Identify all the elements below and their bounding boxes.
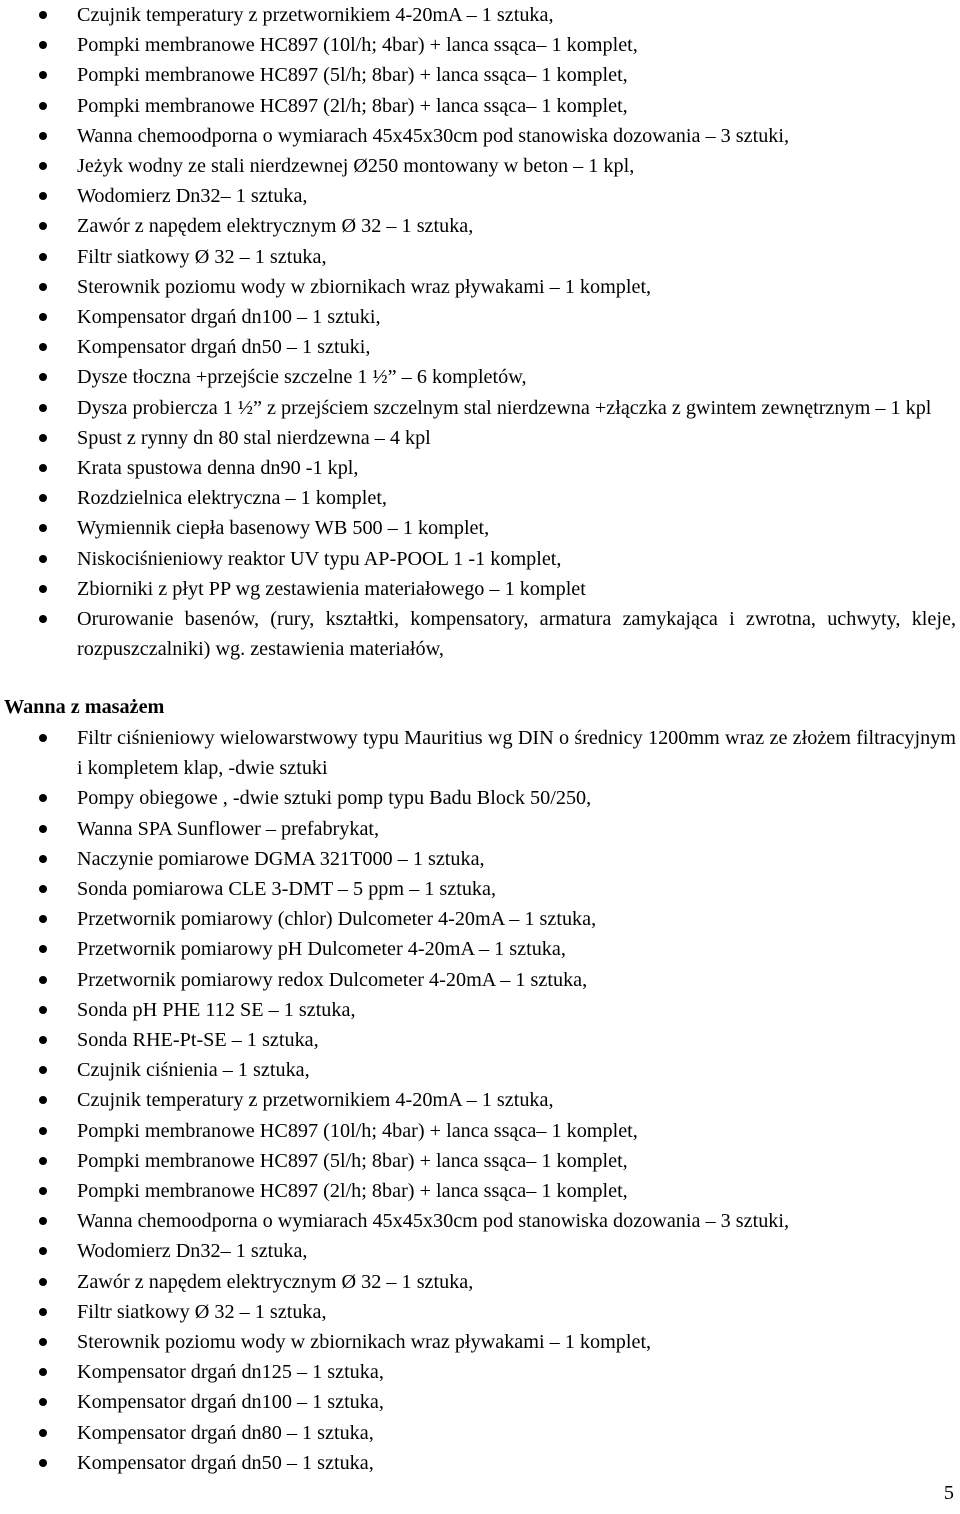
list-item: Jeżyk wodny ze stali nierdzewnej Ø250 montowany w beton – 1 kpl,	[0, 151, 960, 181]
list-item: Sonda pomiarowa CLE 3-DMT – 5 ppm – 1 sztuka,	[0, 874, 960, 904]
list-item: Sterownik poziomu wody w zbiornikach wraz pływakami – 1 komplet,	[0, 272, 960, 302]
list-item: Kompensator drgań dn50 – 1 sztuka,	[0, 1448, 960, 1478]
equipment-list-pools	[0, 0, 960, 664]
list-item: Krata spustowa denna dn90 -1 kpl,	[0, 453, 960, 483]
list-item: Sonda RHE-Pt-SE – 1 sztuka,	[0, 1025, 960, 1055]
list-item: Wanna chemoodporna o wymiarach 45x45x30cm pod stanowiska dozowania – 3 sztuki,	[0, 1206, 960, 1236]
list-item: Czujnik ciśnienia – 1 sztuka,	[0, 1055, 960, 1085]
list-item: Przetwornik pomiarowy redox Dulcometer 4-20mA – 1 sztuka,	[0, 965, 960, 995]
list-item: Wodomierz Dn32– 1 sztuka,	[0, 181, 960, 211]
list-item: Zawór z napędem elektrycznym Ø 32 – 1 sztuka,	[0, 211, 960, 241]
list-item: Pompki membranowe HC897 (5l/h; 8bar) + lanca ssąca– 1 komplet,	[0, 60, 960, 90]
list-item: Kompensator drgań dn100 – 1 sztuki,	[0, 302, 960, 332]
list-item: Pompki membranowe HC897 (10l/h; 4bar) + lanca ssąca– 1 komplet,	[0, 30, 960, 60]
list-item: Filtr siatkowy Ø 32 – 1 sztuka,	[0, 1297, 960, 1327]
list-item: Czujnik temperatury z przetwornikiem 4-20mA – 1 sztuka,	[0, 0, 960, 30]
list-item: Sonda pH PHE 112 SE – 1 sztuka,	[0, 995, 960, 1025]
list-item: Wymiennik ciepła basenowy WB 500 – 1 komplet,	[0, 513, 960, 543]
list-item: Dysze tłoczna +przejście szczelne 1 ½” – 6 kompletów,	[0, 362, 960, 392]
list-item: Orurowanie basenów, (rury, kształtki, kompensatory, armatura zamykająca i zwrotna, uchwyty, kleje, rozpuszczalniki) wg. zestawienia materiałów,	[0, 604, 960, 664]
list-item: Kompensator drgań dn50 – 1 sztuki,	[0, 332, 960, 362]
list-item: Kompensator drgań dn125 – 1 sztuka,	[0, 1357, 960, 1387]
list-item: Kompensator drgań dn80 – 1 sztuka,	[0, 1418, 960, 1448]
list-item: Sterownik poziomu wody w zbiornikach wraz pływakami – 1 komplet,	[0, 1327, 960, 1357]
list-item: Przetwornik pomiarowy pH Dulcometer 4-20mA – 1 sztuka,	[0, 934, 960, 964]
equipment-list-massage-tub	[0, 723, 960, 1478]
list-item: Wanna SPA Sunflower – prefabrykat,	[0, 814, 960, 844]
list-item: Spust z rynny dn 80 stal nierdzewna – 4 kpl	[0, 423, 960, 453]
list-item: Kompensator drgań dn100 – 1 sztuka,	[0, 1387, 960, 1417]
list-item: Dysza probiercza 1 ½” z przejściem szczelnym stal nierdzewna +złączka z gwintem zewnętrznym – 1 kpl	[0, 393, 960, 423]
list-item: Pompki membranowe HC897 (2l/h; 8bar) + lanca ssąca– 1 komplet,	[0, 1176, 960, 1206]
list-item: Wodomierz Dn32– 1 sztuka,	[0, 1236, 960, 1266]
list-item: Przetwornik pomiarowy (chlor) Dulcometer 4-20mA – 1 sztuka,	[0, 904, 960, 934]
list-item: Niskociśnieniowy reaktor UV typu AP-POOL 1 -1 komplet,	[0, 544, 960, 574]
list-item: Rozdzielnica elektryczna – 1 komplet,	[0, 483, 960, 513]
list-item: Pompki membranowe HC897 (2l/h; 8bar) + lanca ssąca– 1 komplet,	[0, 91, 960, 121]
list-item: Zawór z napędem elektrycznym Ø 32 – 1 sztuka,	[0, 1267, 960, 1297]
list-item: Zbiorniki z płyt PP wg zestawienia materiałowego – 1 komplet	[0, 574, 960, 604]
section-heading: Wanna z masażem	[4, 696, 165, 718]
page-number: 5	[943, 1482, 954, 1504]
list-item: Pompki membranowe HC897 (10l/h; 4bar) + lanca ssąca– 1 komplet,	[0, 1116, 960, 1146]
list-item: Filtr siatkowy Ø 32 – 1 sztuka,	[0, 242, 960, 272]
list-item: Naczynie pomiarowe DGMA 321T000 – 1 sztuka,	[0, 844, 960, 874]
list-item: Pompki membranowe HC897 (5l/h; 8bar) + lanca ssąca– 1 komplet,	[0, 1146, 960, 1176]
list-item: Wanna chemoodporna o wymiarach 45x45x30cm pod stanowiska dozowania – 3 sztuki,	[0, 121, 960, 151]
list-item: Czujnik temperatury z przetwornikiem 4-20mA – 1 sztuka,	[0, 1085, 960, 1115]
list-item: Pompy obiegowe , -dwie sztuki pomp typu Badu Block 50/250,	[0, 783, 960, 813]
list-item: Filtr ciśnieniowy wielowarstwowy typu Mauritius wg DIN o średnicy 1200mm wraz ze złożem filtracyjnym i kompletem klap, -dwie sztuki	[0, 723, 960, 783]
